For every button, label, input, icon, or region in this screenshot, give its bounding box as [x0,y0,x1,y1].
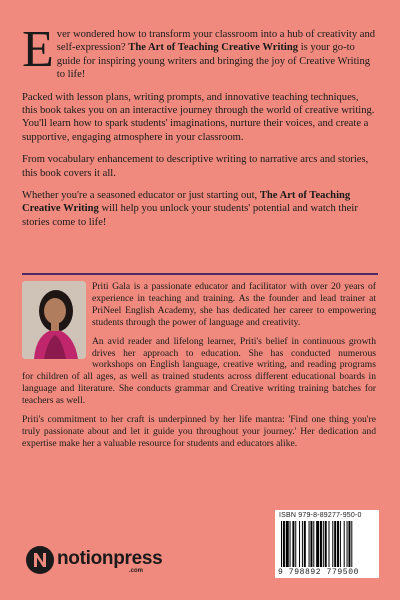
author-bio [22,281,376,457]
book-title: The Art of Teaching Creative Writing [22,190,351,215]
publisher-suffix: .com [129,568,144,574]
barcode-bars [281,521,373,567]
bio-paragraph-2: An avid reader and lifelong learner, Priti's belief in continuous growth drives her approach to education. She has conducted numerous workshops on English language, creative writing, and reading programs for children of all ages, as well as trained students across different educational boards in language and literature. She conducts grammar and Creative writing training batches for teachers as well. [22,335,376,407]
book-title: The Art of Teaching Creative Writing [128,42,299,54]
bio-paragraph-1: Priti Gala is a passionate educator and facilitator with over 20 years of experience in teaching and training. As the founder and lead trainer at PriNeel English Academy, she has dedicated her career to empowering students through the power of language and creativity. [92,281,376,328]
blurb-paragraph-1: Ever wondered how to transform your classroom into a hub of creativity and self-expression? The Art of Teaching Creative Writing is your go-to guide for inspiring young writers and bringing the joy of Creative Writing to life! [22,21,376,81]
bio-paragraph-3: Priti's commitment to her craft is underpinned by her life mantra: 'Find one thing you're truly passionate about and let it guide you throughout your journey.' Her dedication and expertise make her a valuable resource for students and educators alike. [22,414,376,449]
blurb-paragraph-4: Whether you're a seasoned educator or just starting out, The Art of Teaching Creative Writing will help you unlock your students' potential and watch their stories come to life! [22,190,358,228]
blurb-paragraph-3: From vocabulary enhancement to descriptive writing to narrative arcs and stories, this book covers it all. [22,154,369,179]
notionpress-logo-icon [25,545,55,575]
isbn-barcode [275,510,379,578]
barcode-number: 9 798892 779500 [278,568,360,577]
blurb-paragraph-2: Packed with lesson plans, writing prompts, and innovative teaching techniques, this book takes you on an interactive journey through the world of creative writing. You'll learn how to spark students' imaginations, nurture their voices, and create a supportive, engaging atmosphere in your classroom. [22,91,375,143]
back-cover-blurb [22,21,376,238]
author-photo [22,281,86,359]
isbn-label: ISBN 979-8-89277-950-0 [279,512,362,519]
drop-cap: E [22,21,54,78]
section-divider [22,273,378,275]
publisher-logo [25,543,165,577]
publisher-name: notionpress [57,548,163,569]
